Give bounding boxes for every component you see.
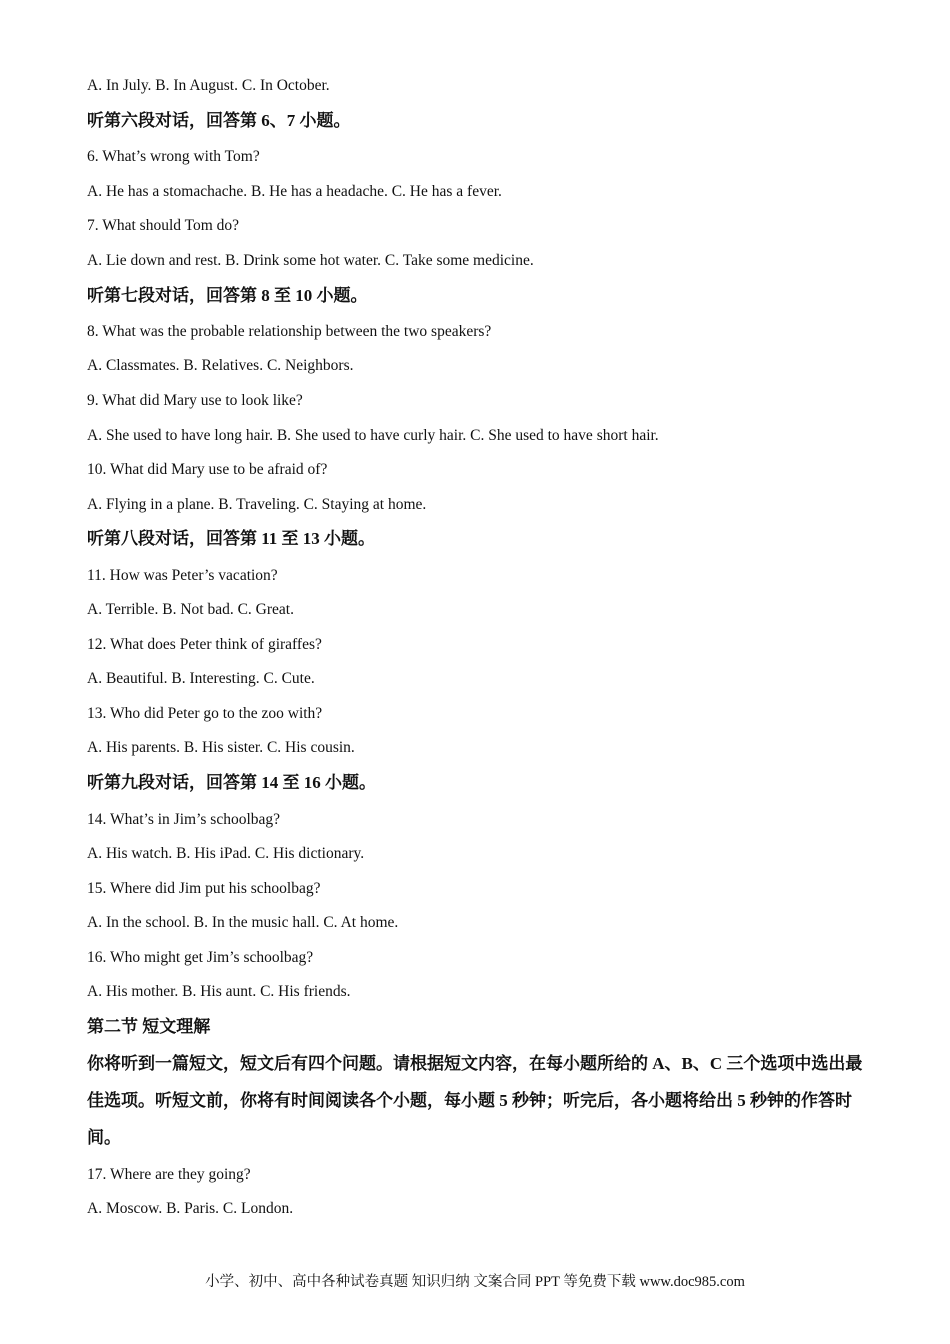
option-line: A. Classmates. B. Relatives. C. Neighbors. (87, 357, 354, 374)
question-line: 13. Who did Peter go to the zoo with? (87, 705, 323, 722)
option-line: A. In the school. B. In the music hall. C. At home. (87, 914, 399, 931)
question-line: 9. What did Mary use to look like? (87, 392, 303, 409)
option-line: A. His parents. B. His sister. C. His cousin. (87, 739, 355, 756)
option-line: A. Lie down and rest. B. Drink some hot water. C. Take some medicine. (87, 252, 534, 269)
option-line: A. His mother. B. His aunt. C. His friends. (87, 983, 351, 1000)
question-line: 15. Where did Jim put his schoolbag? (87, 880, 321, 897)
question-line: 16. Who might get Jim’s schoolbag? (87, 949, 314, 966)
option-line: A. Terrible. B. Not bad. C. Great. (87, 601, 294, 618)
section-heading: 听第六段对话，回答第 6、7 小题。 (87, 111, 351, 130)
footer-text: 小学、初中、高中各种试卷真题 知识归纳 文案合同 PPT 等免费下载 www.doc985.com (205, 1274, 745, 1290)
section-title: 第二节 短文理解 (87, 1017, 211, 1036)
question-line: 8. What was the probable relationship between the two speakers? (87, 323, 492, 340)
question-line: 10. What did Mary use to be afraid of? (87, 461, 328, 478)
section-heading: 听第八段对话，回答第 11 至 13 小题。 (87, 529, 376, 548)
section-heading: 听第七段对话，回答第 8 至 10 小题。 (87, 286, 368, 305)
option-line: A. His watch. B. His iPad. C. His dictionary. (87, 845, 365, 862)
question-line: 17. Where are they going? (87, 1166, 251, 1183)
option-line: A. In July. B. In August. C. In October. (87, 77, 330, 94)
option-line: A. Moscow. B. Paris. C. London. (87, 1200, 294, 1217)
option-line: A. Flying in a plane. B. Traveling. C. Staying at home. (87, 496, 427, 513)
option-line: A. He has a stomachache. B. He has a headache. C. He has a fever. (87, 183, 502, 200)
question-line: 11. How was Peter’s vacation? (87, 567, 278, 584)
question-line: 12. What does Peter think of giraffes? (87, 636, 322, 653)
option-line: A. Beautiful. B. Interesting. C. Cute. (87, 670, 315, 687)
question-line: 7. What should Tom do? (87, 217, 240, 234)
question-line: 14. What’s in Jim’s schoolbag? (87, 811, 281, 828)
option-line: A. She used to have long hair. B. She used to have curly hair. C. She used to have short hair. (87, 427, 659, 444)
question-line: 6. What’s wrong with Tom? (87, 148, 260, 165)
instruction-paragraph: 你将听到一篇短文，短文后有四个问题。请根据短文内容，在每小题所给的 A、B、C 三个选项中选出最佳选项。听短文前，你将有时间阅读各个小题，每小题 5 秒钟；听完后，各小题将给出 5 秒钟的作答时间。 (87, 1054, 863, 1147)
section-heading: 听第九段对话，回答第 14 至 16 小题。 (87, 773, 376, 792)
